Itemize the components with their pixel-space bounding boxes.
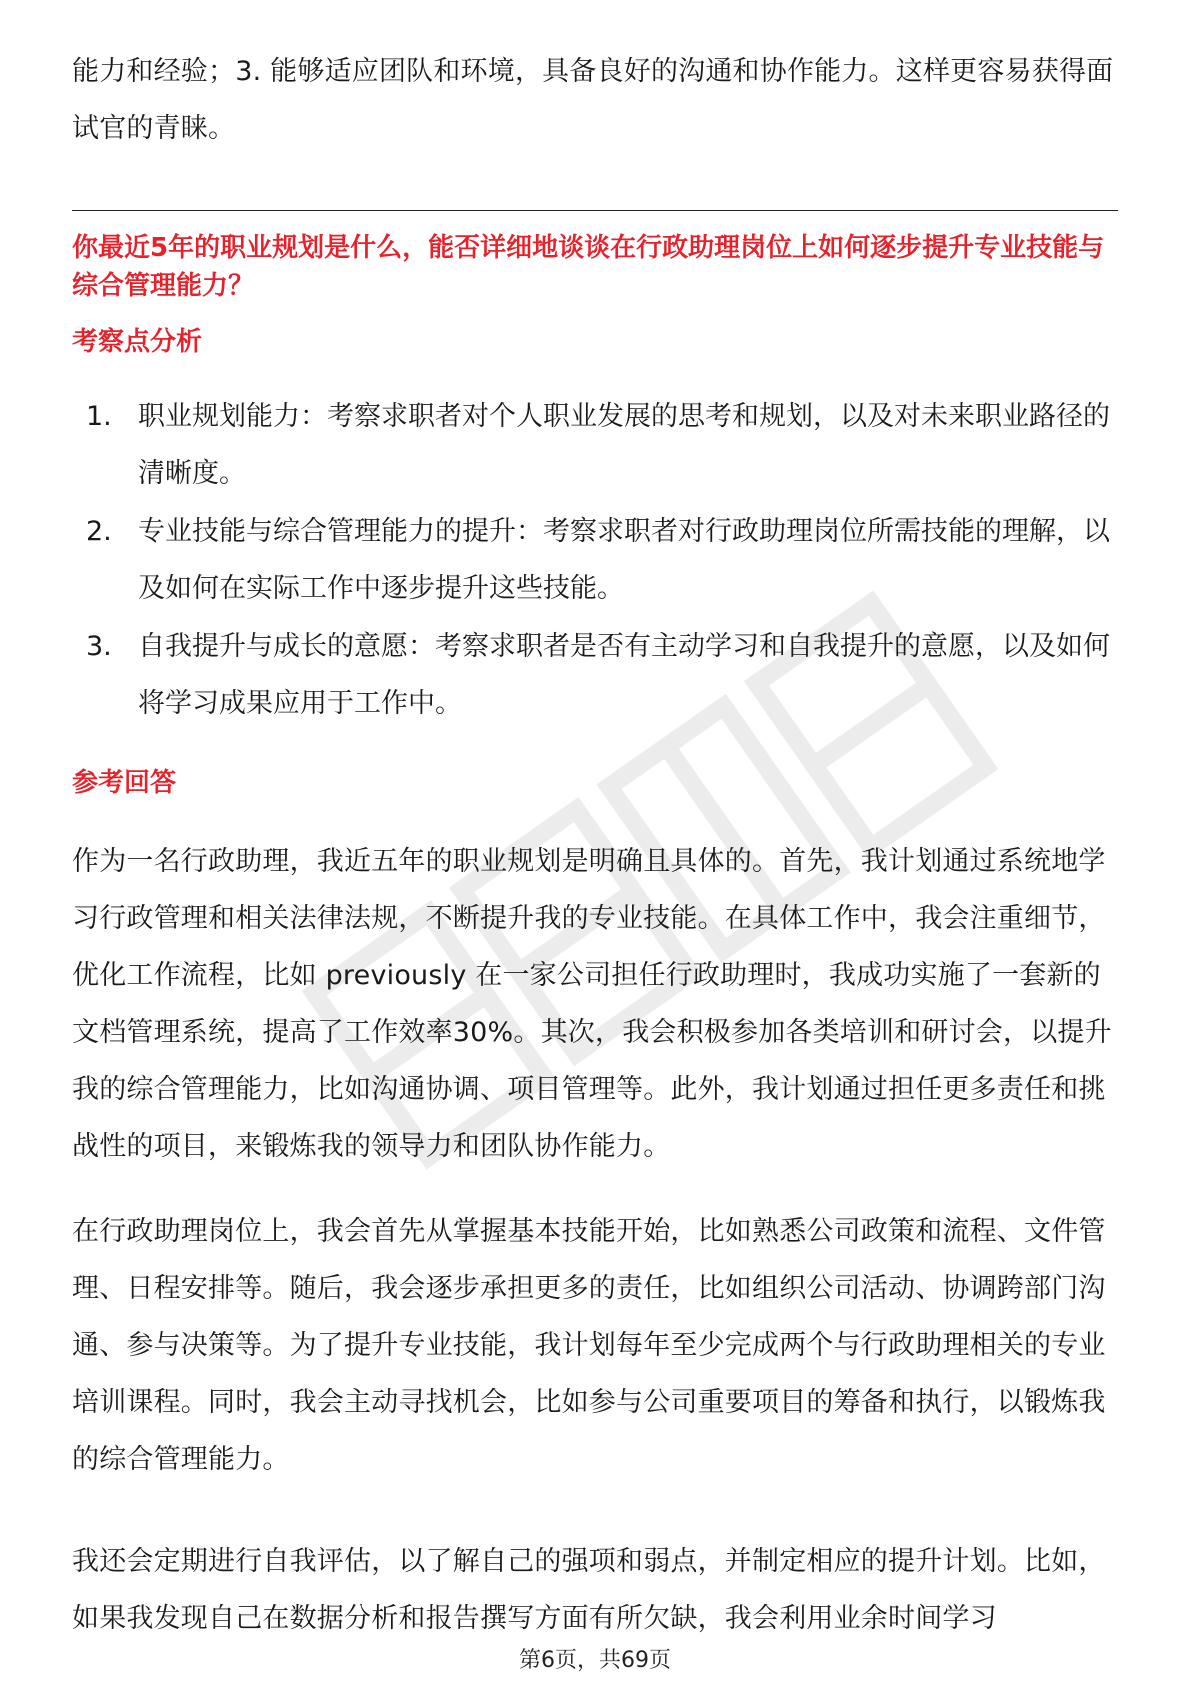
list-item-text: 职业规划能力：考察求职者对个人职业发展的思考和规划，以及对未来职业路径的清晰度。: [138, 401, 1110, 489]
list-item: [86, 503, 1118, 617]
answer-paragraph: 作为一名行政助理，我近五年的职业规划是明确且具体的。首先，我计划通过系统地学习行政管理和相关法律法规，不断提升我的专业技能。在具体工作中，我会注重细节，优化工作流程，比如 previously 在一家公司担任行政助理时，我成功实施了一套新的文档管理系统，提高了工作效率30%。其次，我会积极参加各类培训和研讨会，以提升我的综合管理能力，比如沟通协调、项目管理等。此外，我计划通过担任更多责任和挑战性的项目，来锻炼我的领导力和团队协作能力。: [72, 846, 1112, 1162]
list-item-text: 自我提升与成长的意愿：考察求职者是否有主动学习和自我提升的意愿，以及如何将学习成果应用于工作中。: [138, 631, 1110, 719]
list-item-number: 3.: [86, 631, 112, 662]
section-divider: [72, 210, 1118, 211]
answer-paragraph: 在行政助理岗位上，我会首先从掌握基本技能开始，比如熟悉公司政策和流程、文件管理、日程安排等。随后，我会逐步承担更多的责任，比如组织公司活动、协调跨部门沟通、参与决策等。为了提升专业技能，我计划每年至少完成两个与行政助理相关的专业培训课程。同时，我会主动寻找机会，比如参与公司重要项目的筹备和执行，以锻炼我的综合管理能力。: [72, 1216, 1106, 1475]
page-number: 第6页，共69页: [519, 1648, 671, 1673]
list-item: [86, 618, 1118, 732]
question-heading: 你最近5年的职业规划是什么，能否详细地谈谈在行政助理岗位上如何逐步提升专业技能与综合管理能力？: [72, 233, 1105, 301]
answer-paragraph: 我还会定期进行自我评估，以了解自己的强项和弱点，并制定相应的提升计划。比如，如果我发现自己在数据分析和报告撰写方面有所欠缺，我会利用业余时间学习: [72, 1546, 1106, 1634]
analysis-title: 考察点分析: [72, 327, 203, 357]
analysis-list: [86, 388, 1118, 733]
list-item: [86, 388, 1118, 502]
list-item-text: 专业技能与综合管理能力的提升：考察求职者对行政助理岗位所需技能的理解，以及如何在实际工作中逐步提升这些技能。: [138, 516, 1110, 604]
list-item-number: 1.: [86, 401, 112, 432]
intro-paragraph: 能力和经验；3. 能够适应团队和环境，具备良好的沟通和协作能力。这样更容易获得面试官的青睐。: [72, 56, 1114, 144]
answer-title: 参考回答: [72, 768, 177, 798]
list-item-number: 2.: [86, 516, 112, 547]
